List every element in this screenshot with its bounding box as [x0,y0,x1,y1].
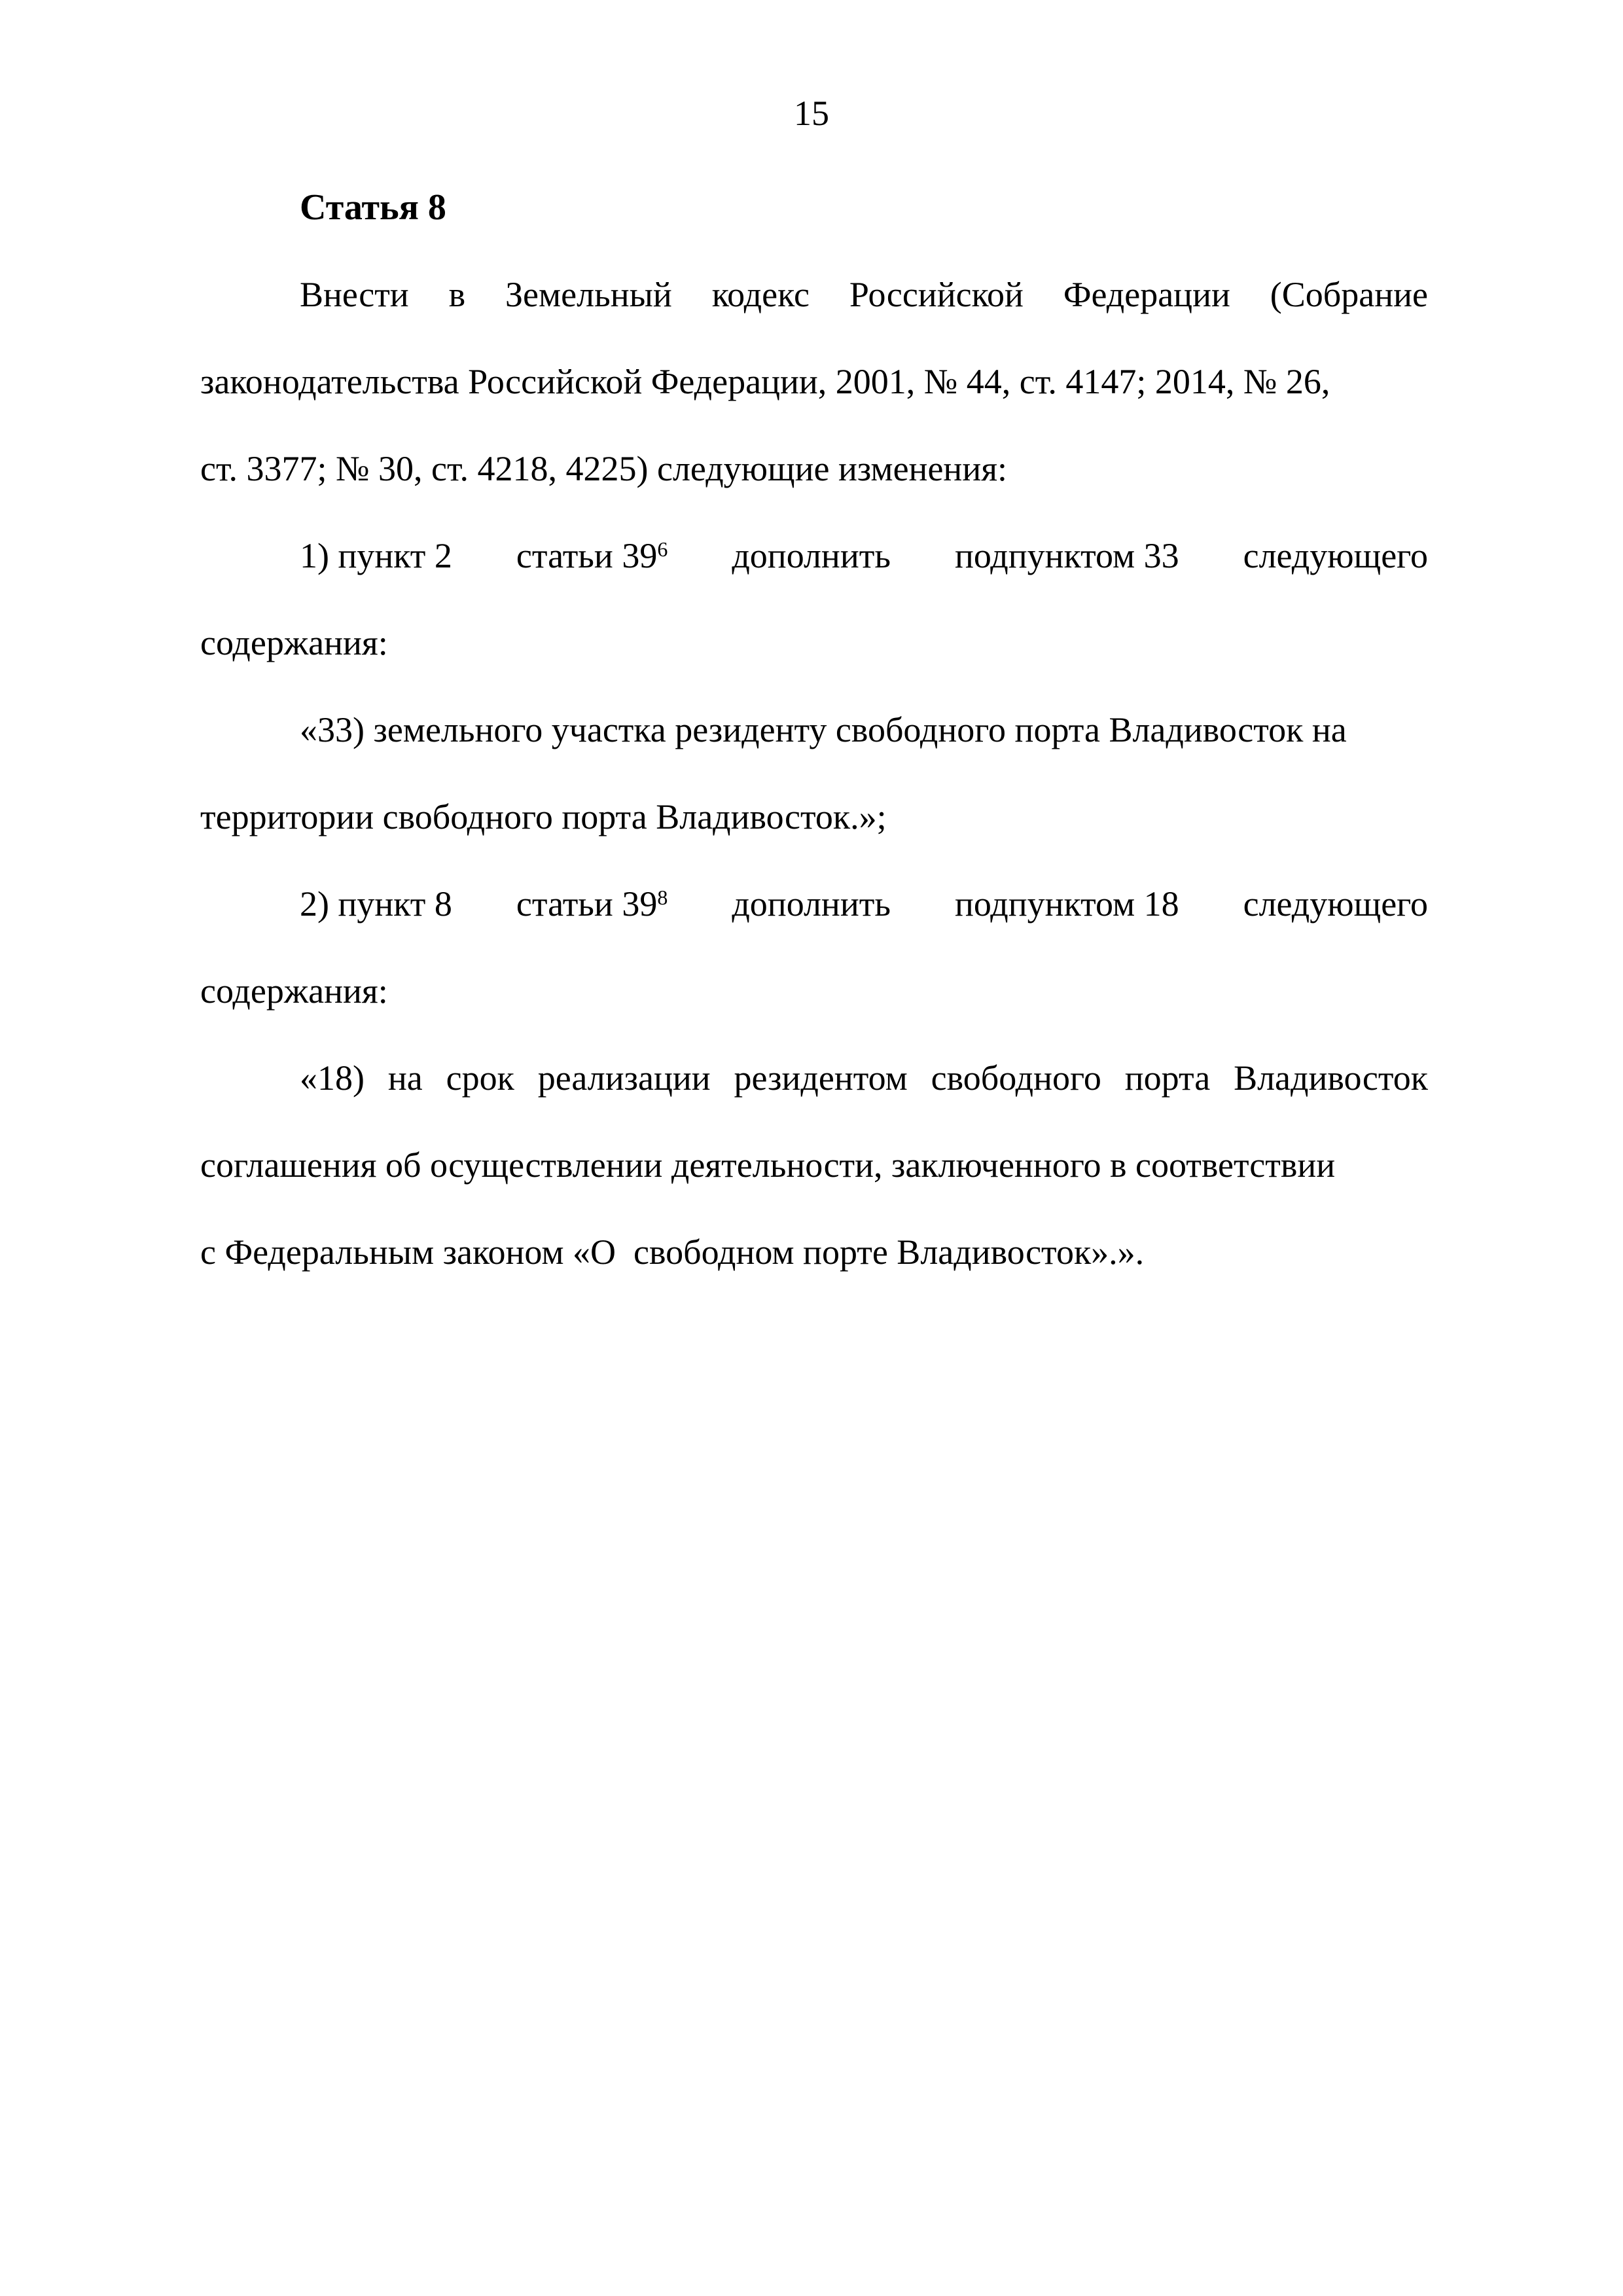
word: Земельный [505,275,672,314]
item-1-point: 1) пункт 2 [300,536,452,575]
word: следующего [1243,884,1428,924]
word: порта [1124,1058,1211,1098]
word: в [448,275,466,314]
word: резидентом [734,1058,908,1098]
word: дополнить [732,884,891,924]
quote-1-line-1: «33) земельного участка резиденту свободного порта Владивосток на [300,710,1347,749]
word: Федерации [1063,275,1230,314]
word: подпунктом 18 [954,884,1179,924]
word: дополнить [732,536,891,575]
word: кодекс [711,275,810,314]
word: свободного [931,1058,1101,1098]
quote-2-line-3: с Федеральным законом «О свободном порте Владивосток».». [200,1232,1145,1272]
word: (Собрание [1270,275,1428,314]
item-2-line-2: содержания: [200,971,388,1011]
item-2-point: 2) пункт 8 [300,884,452,924]
item-1-line-2: содержания: [200,623,388,662]
quote-1-line-2: территории свободного порта Владивосток.»; [200,797,887,836]
item-1-article: статьи $39^6$ [516,536,668,575]
word: Внести [300,275,409,314]
word: подпунктом 33 [954,536,1179,575]
item-1-line-1 [300,533,1428,579]
word: срок [446,1058,514,1098]
quote-2-line-2: соглашения об осуществлении деятельности, заключенного в соответствии [200,1145,1336,1185]
word: Владивосток [1234,1058,1428,1098]
superscript: 8 [657,886,668,909]
word: Российской [849,275,1024,314]
item-2-article: статьи $39^8$ [516,884,668,924]
intro-line-2: законодательства Российской Федерации, 2001, № 44, ст. 4147; 2014, № 26, [200,362,1330,401]
word: следующего [1243,536,1428,575]
word: реализации [537,1058,711,1098]
article-heading: Статья 8 [300,187,446,228]
intro-line-3: ст. 3377; № 30, ст. 4218, 4225) следующие изменения: [200,449,1008,488]
word: на [387,1058,423,1098]
quote-2-line-1 [300,1055,1428,1101]
item-2-line-1 [300,881,1428,927]
superscript: 6 [657,537,668,561]
word: «18) [300,1058,365,1098]
intro-line-1 [300,272,1428,317]
page-number: 15 [794,94,829,133]
